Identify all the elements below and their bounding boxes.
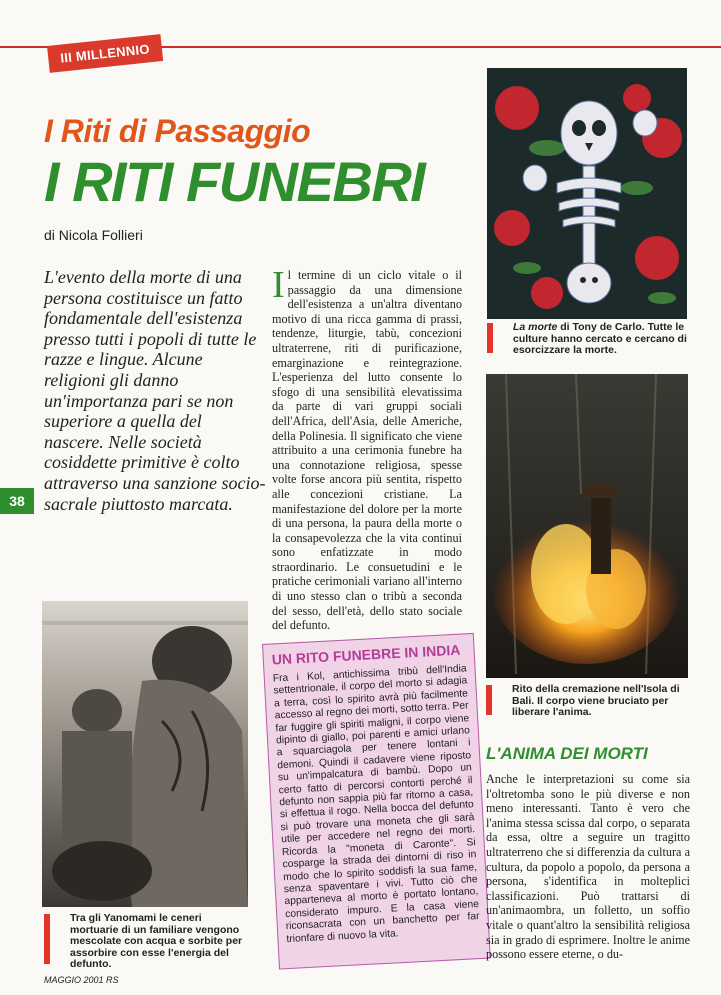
drop-cap: I — [272, 264, 285, 306]
kicker: I Riti di Passaggio — [44, 113, 311, 149]
section-tag: III MILLENNIO — [47, 34, 163, 73]
cremation-fire-image — [486, 374, 688, 678]
caption-skeleton-title: La morte — [513, 321, 558, 333]
yanomami-ritual-image — [42, 601, 248, 907]
sidebar-box-title: UN RITO FUNEBRE IN INDIA — [271, 641, 461, 668]
lead-paragraph: L'evento della morte di una persona costituisce un fatto fondamentale dell'esistenza presso tutti i popoli di tutte le razze e lingue. Alcune religioni gli danno un'importanza pari se non superiore a quella del nascere. Nelle società cosiddette primitive è colto attraverso una sanzione socio-sacrale piuttosto marcata. — [44, 267, 266, 514]
page-number: 38 — [0, 488, 34, 514]
page-footer: MAGGIO 2001 RS — [44, 975, 119, 985]
caption-fire: Rito della cremazione nell'Isola di Bali. Il corpo viene bruciato per liberare l'anima. — [512, 683, 680, 718]
article-body-2: Anche le interpretazioni su come sia l'oltretomba sono le più diverse e non meno interessanti. Tanto è vero che l'anima stessa scissa dal corpo, o separata da essa, oltre a seguire un tragitto ultraterreno che si differenzia da cultura a cultura, da popolo a popolo, da persona a persona, s'identifica in molteplici classificazioni. Può trattarsi di un'animaombra, un folletto, un soffio vitale o quant'altro la sensibilità religiosa sia in grado di esprimere. Inoltre le anime possono essere eterne, o du- — [486, 772, 690, 962]
caption-bar — [487, 323, 493, 353]
sidebar-box — [262, 633, 491, 970]
headline: I RITI FUNEBRI — [44, 150, 425, 213]
article-body-1 — [272, 264, 462, 633]
byline: di Nicola Follieri — [44, 227, 143, 243]
sidebar-box-text: Fra i Kol, antichissima tribù dell'India settentrionale, il corpo del morto si adagia a terra, così lo spirito avrà più facilmente accesso al regno dei morti, sotto terra. Per far fuggire gli spiriti maligni, il corpo viene dipinto di giallo, poi parenti e amici urlano a squarciagola per tenere lontani i demoni. Quindi il cadavere viene riposto su un'impalcatura di bambù. Dopo un certo fatto di percorsi contorti perché il defunto non sappia più far ritorno a casa, si effettua il rogo. Nella bocca del defunto si può trovare una moneta che gli sarà utile per accedere nel regno dei morti. Ricorda la "moneta di Caronte". Si cosparge la strada dei dintorni di riso in modo che lo spirito soddisfi la sua fame, senza spaventare i vivi. Tutto ciò che apparteneva al morto è portato lontano, considerato impuro. E la casa viene riconsacrata con un banchetto per far trionfare di nuovo la vita. — [272, 663, 480, 945]
caption-yanomami: Tra gli Yanomami le ceneri mortuarie di un familiare vengono mescolate con acqua e sorbite per assorbire con esse l'energia del defunto. — [70, 912, 243, 970]
caption-skeleton — [513, 322, 693, 357]
skeleton-painting-image — [487, 68, 687, 319]
article-body-1-text: l termine di un ciclo vitale o il passaggio da una dimensione dell'esistenza a un'altra diventano motivo di una ricca gamma di prassi, tendenze, liturgie, tabù, concezioni ultraterrene, riti di purificazione, emarginazione e reintegrazione. L'esperienza del lutto consente lo sfogo di una sensibilità elevatissima da parte di vari gruppi sociali dell'Africa, dell'Asia, delle Americhe, della Polinesia. Il significato che viene attribuito a una cerimonia funebre ha una connotazione religiosa, spesse volte forse ancora più sentita, rispetto alle concezioni cristiane. La manifestazione del dolore per la morte di una persona, la paura della morte o la consapevolezza che la vita continui sono enfatizzate in modo straordinario. Le consuetudini e le pratiche cerimoniali variano all'interno di uno stesso clan o tribù a seconda del sesso, dell'età, dello stato sociale del defunto. — [272, 268, 462, 633]
caption-bar — [486, 685, 492, 715]
caption-bar — [44, 914, 50, 964]
caption-skeleton-text: di Tony de Carlo. Tutte le culture hanno cercato e cercano di esorcizzare la morte. — [513, 321, 687, 356]
section-title: L'ANIMA DEI MORTI — [486, 744, 648, 763]
